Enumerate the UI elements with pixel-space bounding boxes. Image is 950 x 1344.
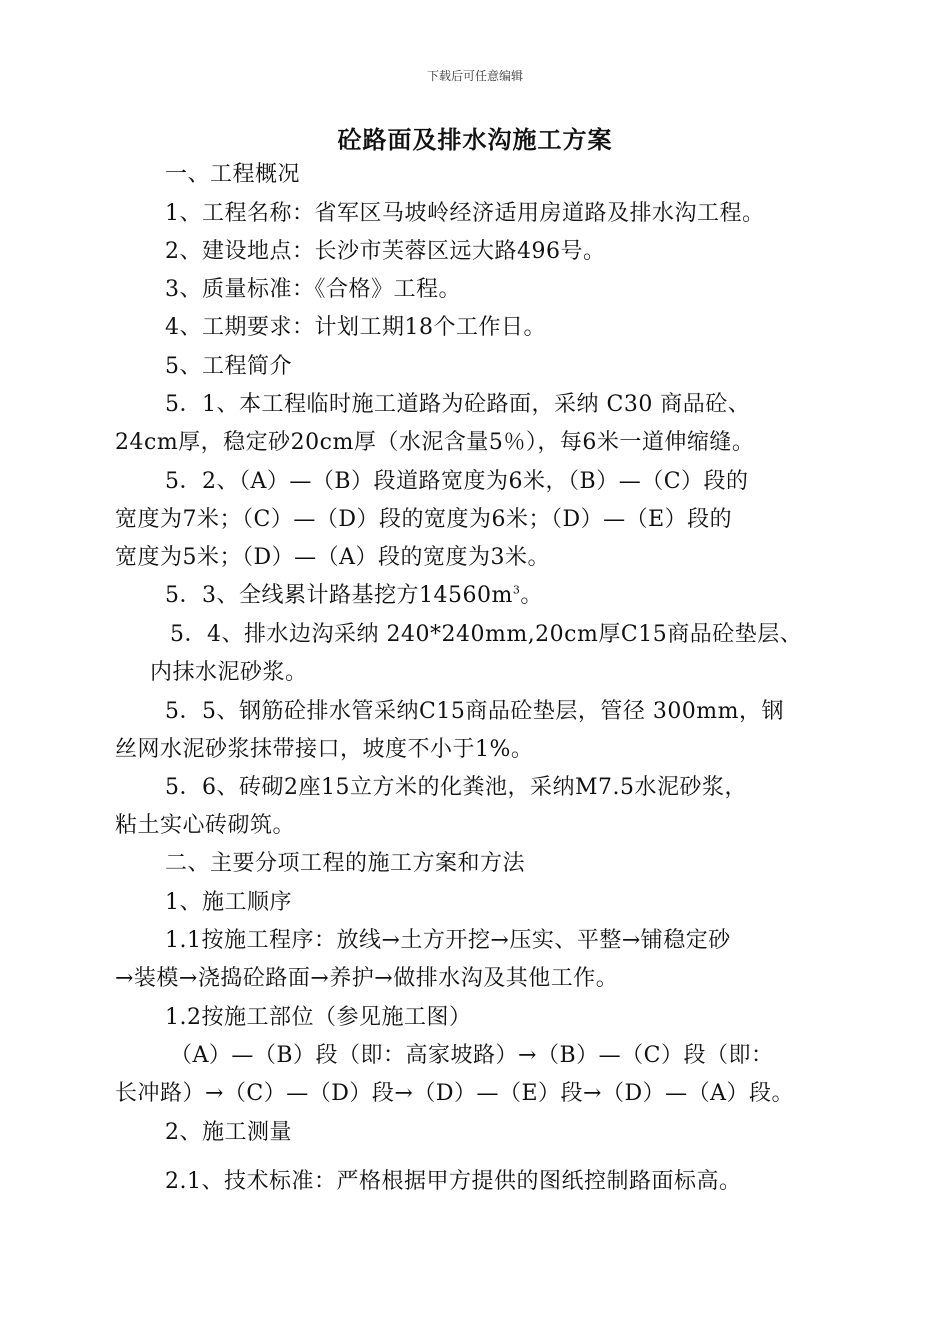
paragraph-line: 24cm厚，稳定砂20cm厚（水泥含量5％），每6米一道伸缩缝。 [115,430,755,455]
paragraph-line: 内抹水泥砂浆。 [150,660,308,685]
section-heading-overview: 一、工程概况 [165,162,301,187]
paragraph-text: 5．3、全线累计路基挖方14560m [165,583,513,608]
header-note: 下载后可任意编辑 [426,69,523,83]
paragraph-line: 5．4、排水边沟采纳 240*240mm,20cm厚C15商品砼垫层、 [170,622,803,647]
paragraph-line: 2、施工测量 [165,1120,292,1145]
superscript: 3 [512,583,521,597]
paragraph-line: 2、建设地点：长沙市芙蓉区远大路496号。 [165,239,606,264]
paragraph-line: 宽度为7米；（C）—（D）段的宽度为6米；（D）—（E）段的 [115,507,733,532]
paragraph-line: 5、工程简介 [165,354,292,379]
paragraph-line: 宽度为5米；（D）—（A）段的宽度为3米。 [115,545,551,570]
paragraph-line: 5．1、本工程临时施工道路为砼路面，采纳 C30 商品砼、 [165,392,751,417]
paragraph-line: 4、工期要求：计划工期18个工作日。 [165,315,546,340]
section-heading-methods: 二、主要分项工程的施工方案和方法 [165,851,526,876]
paragraph-line: 长冲路）→（C）—（D）段→（D）—（E）段→（D）—（A）段。 [115,1081,794,1106]
paragraph-line: 1.2按施工部位（参见施工图） [165,1005,472,1030]
document-title: 砼路面及排水沟施工方案 [337,125,613,154]
paragraph-line: 5．5、钢筋砼排水管采纳C15商品砼垫层，管径 300mm，钢 [165,699,785,724]
paragraph-line: 1、施工顺序 [165,890,292,915]
paragraph-line: 3、质量标准：《合格》工程。 [165,277,461,302]
paragraph-line: 5．2、（A）—（B）段道路宽度为6米，（B）—（C）段的 [165,469,749,494]
paragraph-line: 2.1、技术标准：严格根据甲方提供的图纸控制路面标高。 [165,1169,742,1194]
paragraph-line [165,581,543,611]
paragraph-text: 。 [520,583,543,608]
paragraph-line: （A）—（B）段（即：高家坡路）→（B）—（C）段（即： [170,1043,774,1068]
paragraph-line: 5．6、砖砌2座15立方米的化粪池，采纳M7.5水泥砂浆， [165,775,748,800]
paragraph-line: 1、工程名称：省军区马坡岭经济适用房道路及排水沟工程。 [165,201,765,226]
paragraph-line: →装模→浇捣砼路面→养护→做排水沟及其他工作。 [115,966,619,991]
paragraph-line: 1.1按施工程序：放线→土方开挖→压实、平整→铺稳定砂 [165,928,731,953]
paragraph-line: 丝网水泥砂浆抹带接口，坡度不小于1%。 [115,737,534,762]
paragraph-line: 粘土实心砖砌筑。 [115,813,296,838]
